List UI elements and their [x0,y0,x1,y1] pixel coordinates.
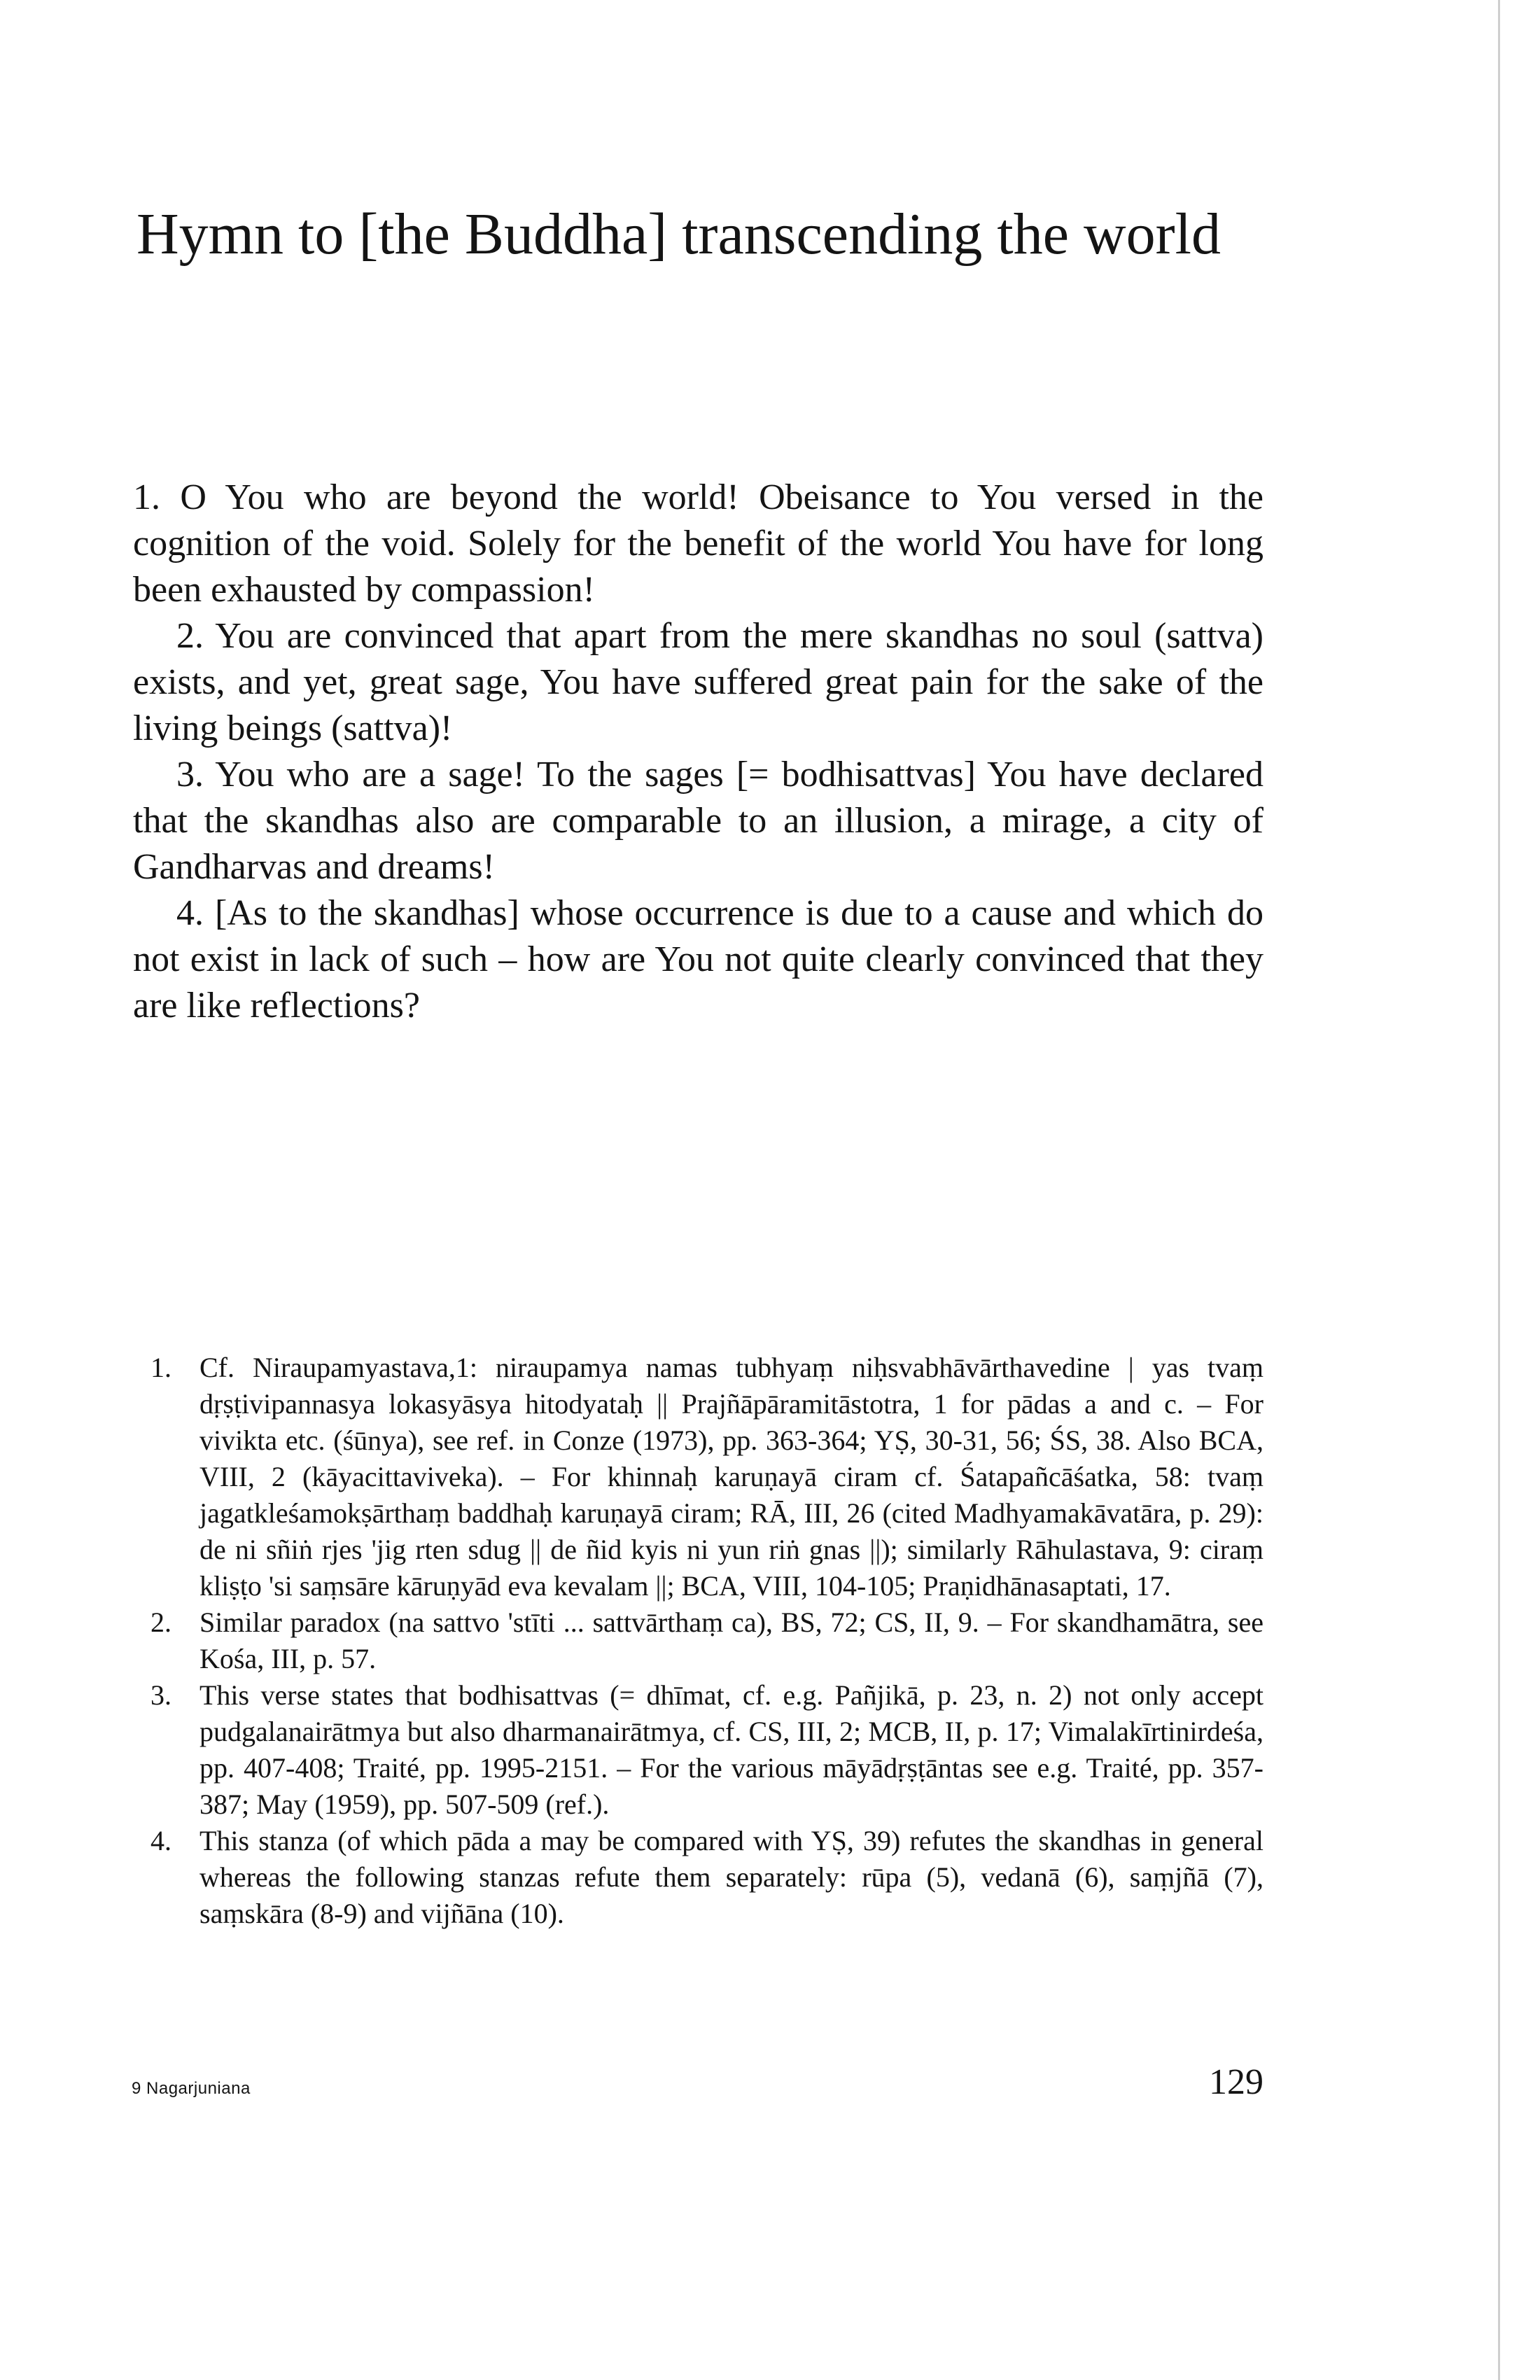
signature-mark: 9 Nagarjuniana [132,2079,251,2098]
page-number: 129 [1209,2062,1264,2102]
footnote-text: Similar paradox (na sattvo 'stīti ... sattvārthaṃ ca), BS, 72; CS, II, 9. – For skandhamātra, see Kośa, III, p. 57. [200,1606,1264,1674]
footnote-text: This stanza (of which pāda a may be compared with YṢ, 39) refutes the skandhas in general whereas the following stanzas refute them separately: rūpa (5), vedanā (6), saṃjñā (7), saṃskāra (8-9) and vijñāna (10). [200,1825,1264,1929]
footnote-1 [150,1350,1264,1604]
footnote-text: Cf. Niraupamyastava,1: niraupamya namas tubhyaṃ niḥsvabhāvārthavedine | yas tvaṃ dṛṣṭivipannasya lokasyāsya hitodyataḥ || Prajñāpāramitāstotra, 1 for pādas a and c. – For vivikta etc. (śūnya), see ref. in Conze (1973), pp. 363-364; YṢ, 30-31, 56; ŚS, 38. Also BCA, VIII, 2 (kāyacittaviveka). – For khinnaḥ karuṇayā ciram cf. Śatapañcāśatka, 58: tvaṃ jagatkleśamokṣārthaṃ baddhaḥ karuṇayā ciram; RĀ, III, 26 (cited Madhyamakāvatāra, p. 29): de ni sñiṅ rjes 'jig rten sdug || de ñid kyis ni yun riṅ gnas ||); similarly Rāhulastava, 9: ciraṃ kliṣṭo 'si saṃsāre kāruṇyād eva kevalam ||; BCA, VIII, 104-105; Praṇidhānasaptati, 17. [200,1352,1264,1602]
page-edge-rule [1498,0,1500,2380]
footnote-number: 1. [150,1352,172,1383]
verse-1: 1. O You who are beyond the world! Obeisance to You versed in the cognition of the void. Solely for the benefit of the world You have for long been exhausted by compassion! [133,477,1264,610]
footnote-text: This verse states that bodhisattvas (= dhīmat, cf. e.g. Pañjikā, p. 23, n. 2) not only accept pudgalanairātmya but also dharmanairātmya, cf. CS, III, 2; MCB, II, p. 17; Vimalakīrtinirdeśa, pp. 407-408; Traité, pp. 1995-2151. – For the various māyādṛṣṭāntas see e.g. Traité, pp. 357-387; May (1959), pp. 507-509 (ref.). [200,1679,1264,1820]
footnote-number: 2. [150,1606,172,1638]
footnote-number: 3. [150,1679,172,1711]
verse-4: 4. [As to the skandhas] whose occurrence is due to a cause and which do not exist in lack of such – how are You not quite clearly convinced that they are like reflections? [133,893,1264,1026]
footnote-number: 4. [150,1825,172,1856]
footnote-3 [150,1677,1264,1823]
footnote-4 [150,1823,1264,1932]
verse-3: 3. You who are a sage! To the sages [= bodhisattvas] You have declared that the skandhas also are comparable to an illusion, a mirage, a city of Gandharvas and dreams! [133,755,1264,887]
verse-2: 2. You are convinced that apart from the mere skandhas no soul (sattva) exists, and yet, great sage, You have suffered great pain for the sake of the living beings (sattva)! [133,616,1264,748]
footnotes [150,1350,1264,1932]
chapter-title: Hymn to [the Buddha] transcending the world [136,202,1221,267]
footnote-2 [150,1604,1264,1677]
verse-block [133,475,1264,1029]
